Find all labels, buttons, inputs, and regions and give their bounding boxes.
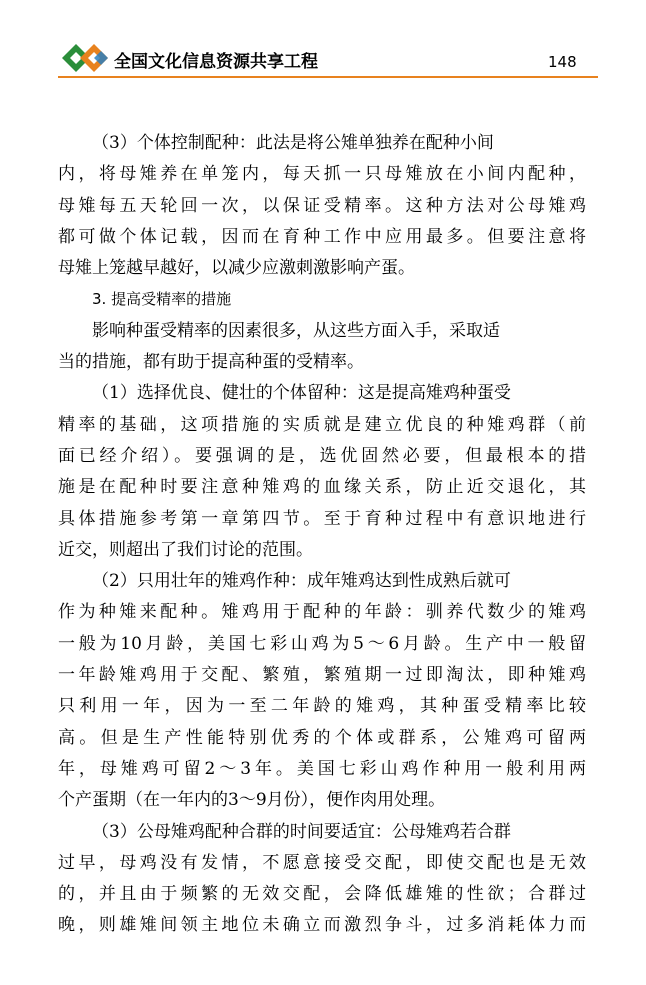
text-line: 只利用一年，因为一至二年龄的雉鸡，其种蛋受精率比较 — [58, 696, 586, 717]
text-line: （1）选择优良、健壮的个体留种：这是提高雉鸡种蛋受 — [92, 383, 511, 404]
text-line: （3）个体控制配种：此法是将公雉单独养在配种小间 — [92, 133, 494, 153]
page-body — [58, 128, 586, 942]
text-line: 个产蛋期（在一年内的3～9月份），便作肉用处理。 — [58, 790, 446, 811]
text-line: 影响种蛋受精率的因素很多，从这些方面入手，采取适 — [92, 320, 500, 341]
page-number: 148 — [548, 53, 577, 71]
text-line: 施是在配种时要注意种雉鸡的血缘关系，防止近交退化，其 — [58, 477, 586, 498]
text-line: 内，将母雉养在单笼内，每天抓一只母雉放在小间内配种， — [58, 164, 586, 185]
text-line: 年，母雉鸡可留2～3年。美国七彩山鸡作种用一般利用两 — [58, 758, 586, 779]
brand-title: 全国文化信息资源共享工程 — [114, 52, 318, 72]
text-line: 过早，母鸡没有发情，不愿意接受交配，即使交配也是无效 — [58, 852, 586, 873]
text-line: 晚，则雄雉间领主地位未确立而激烈争斗，过多消耗体力而 — [58, 915, 586, 936]
text-line: 的，并且由于频繁的无效交配，会降低雄雉的性欲；合群过 — [58, 884, 586, 905]
header-divider — [58, 76, 598, 78]
text-line: 都可做个体记载，因而在育种工作中应用最多。但要注意将 — [58, 226, 586, 247]
text-line: 精率的基础，这项措施的实质就是建立优良的种雉鸡群（前 — [58, 414, 586, 435]
text-line: （2）只用壮年的雉鸡作种：成年雉鸡达到性成熟后就可 — [92, 571, 511, 592]
text-line: 当的措施，都有助于提高种蛋的受精率。 — [58, 352, 364, 373]
text-line: 作为种雉来配种。雉鸡用于配种的年龄：驯养代数少的雉鸡 — [58, 602, 586, 623]
text-line: （3）公母雉鸡配种合群的时间要适宜：公母雉鸡若合群 — [92, 821, 511, 842]
text-line: 母雉每五天轮回一次，以保证受精率。这种方法对公母雉鸡 — [58, 195, 586, 216]
text-line: 高。但是生产性能特别优秀的个体或群系，公雉鸡可留两 — [58, 727, 586, 748]
text-line: 母雉上笼越早越好，以减少应激刺激影响产蛋。 — [58, 258, 415, 279]
page-header — [0, 0, 646, 82]
logo-icon — [58, 40, 114, 76]
text-line: 一年龄雉鸡用于交配、繁殖，繁殖期一过即淘汰，即种雉鸡 — [58, 665, 586, 686]
text-line: 具体措施参考第一章第四节。至于育种过程中有意识地进行 — [58, 508, 586, 529]
section-heading: 3. 提高受精率的措施 — [92, 290, 232, 309]
text-line: 近交，则超出了我们讨论的范围。 — [58, 539, 313, 560]
text-line: 面已经介绍）。要强调的是，选优固然必要，但最根本的措 — [58, 445, 586, 466]
text-line: 一般为10月龄，美国七彩山鸡为5～6月龄。生产中一般留 — [58, 633, 586, 654]
